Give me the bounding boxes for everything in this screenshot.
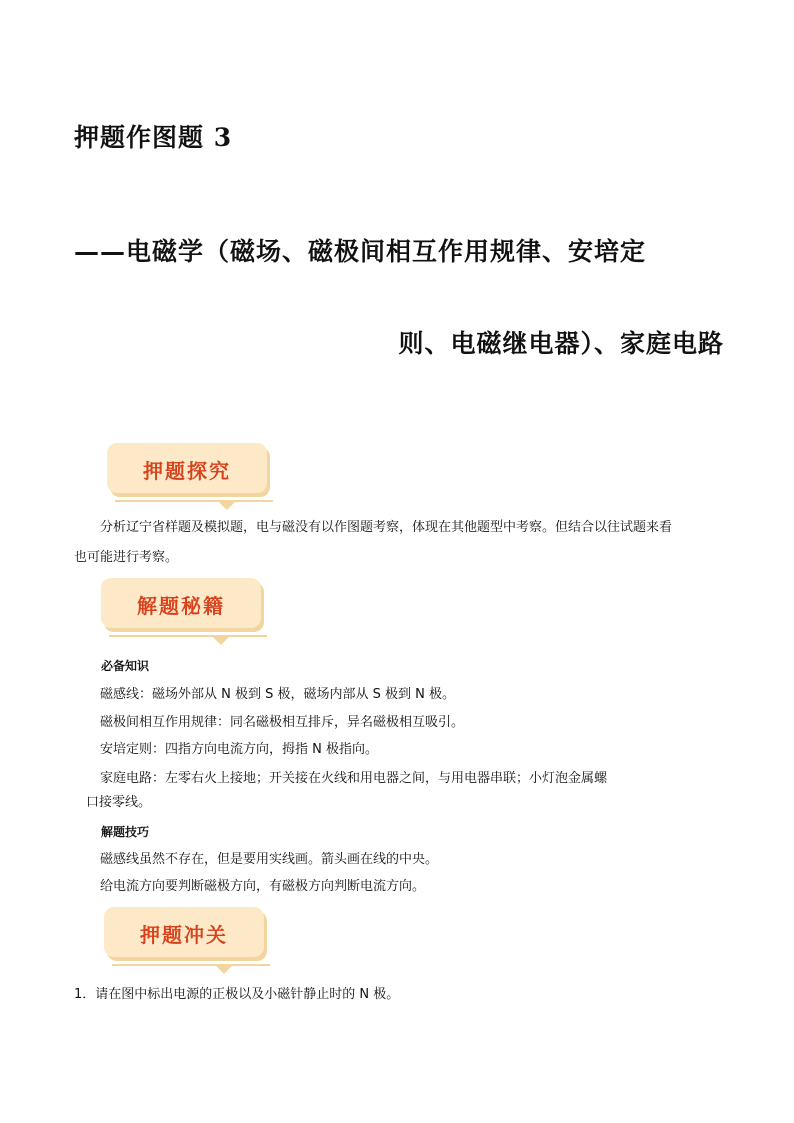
knowledge-heading: 必备知识 xyxy=(101,659,150,673)
section-badge-challenge xyxy=(104,907,264,957)
analysis-paragraph-line1: 分析辽宁省样题及模拟题，电与磁没有以作图题考察，体现在其他题型中考察。但结合以往试题来看 xyxy=(100,520,673,535)
document-title: 押题作图题 3 xyxy=(74,123,233,152)
section-badge-secrets-label: 解题秘籍 xyxy=(137,594,225,618)
badge-tail xyxy=(217,500,237,510)
knowledge-item: 家庭电路：左零右火上接地；开关接在火线和用电器之间，与用电器串联；小灯泡金属螺 xyxy=(100,771,608,786)
section-badge-secrets xyxy=(101,578,261,628)
badge-underline xyxy=(112,964,270,966)
badge-tail xyxy=(211,635,231,645)
document-subtitle-line1: ——电磁学（磁场、磁极间相互作用规律、安培定 xyxy=(74,237,647,266)
section-badge-explore-label: 押题探究 xyxy=(143,459,231,483)
badge-tail xyxy=(214,964,234,974)
knowledge-item: 磁感线：磁场外部从 N 极到 S 极，磁场内部从 S 极到 N 极。 xyxy=(100,687,456,702)
tips-heading: 解题技巧 xyxy=(101,825,150,839)
section-badge-challenge-label: 押题冲关 xyxy=(140,923,228,947)
badge-underline xyxy=(109,635,267,637)
analysis-paragraph-line2: 也可能进行考察。 xyxy=(74,550,179,565)
knowledge-item: 口接零线。 xyxy=(86,795,152,810)
knowledge-item: 安培定则：四指方向电流方向，拇指 N 极指向。 xyxy=(100,742,378,757)
badge-underline xyxy=(115,500,273,502)
section-badge-explore xyxy=(107,443,267,493)
knowledge-item: 磁极间相互作用规律：同名磁极相互排斥，异名磁极相互吸引。 xyxy=(100,715,465,730)
tip-item: 给电流方向要判断磁极方向，有磁极方向判断电流方向。 xyxy=(100,879,426,894)
question-item: 1．请在图中标出电源的正极以及小磁针静止时的 N 极。 xyxy=(74,987,400,1002)
document-subtitle-line2: 则、电磁继电器）、家庭电路 xyxy=(398,329,724,358)
tip-item: 磁感线虽然不存在，但是要用实线画。箭头画在线的中央。 xyxy=(100,852,439,867)
